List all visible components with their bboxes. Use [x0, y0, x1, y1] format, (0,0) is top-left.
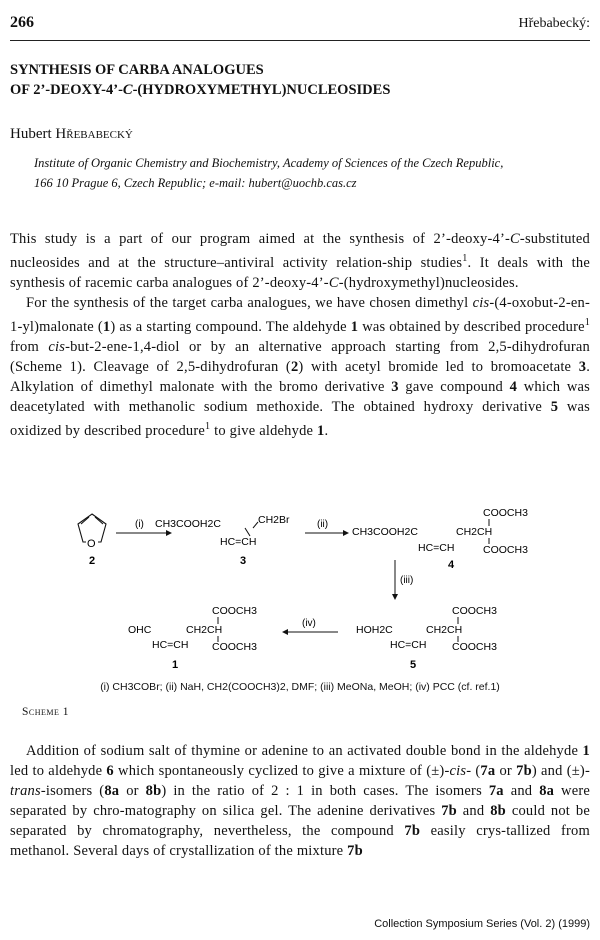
cpd4-ch2ch: CH2CH	[456, 526, 493, 538]
running-head: Hřebabecký:	[518, 16, 590, 31]
compound-5-label: 5	[410, 659, 417, 671]
cpd4-mid: HC=CH	[418, 542, 455, 554]
scheme-caption: Scheme 1	[22, 706, 70, 718]
page-number: 266	[10, 14, 34, 31]
affiliation: Institute of Organic Chemistry and Biochemistry, Academy of Sciences of the Czech Republic, 166 10 Prague 6, Czech Republic; e-mail: hubert@uochb.cas.cz	[34, 156, 504, 190]
cpd1-cooch3-bot: COOCH3	[212, 641, 257, 653]
page-footer: Collection Symposium Series (Vol. 2) (1999)	[374, 918, 590, 930]
cpd5-cooch3-bot: COOCH3	[452, 641, 497, 653]
compound-4-label: 4	[448, 559, 455, 571]
paragraph-3: Addition of sodium salt of thymine or adenine to an activated double bond in the aldehyde 1 led to aldehyde 6 which spontaneously cyclized to give a mixture of (±)-cis- (7a or 7b) and (±)-trans-isomers (8a or 8b) in the ratio of 2 : 1 in both cases. The isomers 7a and 8a were separated by chro-matography on silica gel. The adenine derivatives 7b and 8b could not be separated by chromatography, nevertheless, the compound 7b easily crys-tallized from methanol. Several days of crystallization of the mixture 7b	[10, 743, 591, 859]
compound-1-label: 1	[172, 659, 179, 671]
cpd5-mid: HC=CH	[390, 639, 427, 651]
cpd5-cooch3-top: COOCH3	[452, 605, 497, 617]
ring-oxygen: O	[87, 538, 96, 550]
cpd3-right: CH2Br	[258, 514, 290, 526]
cpd1-mid: HC=CH	[152, 639, 189, 651]
paragraph-1: This study is a part of our program aimed at the synthesis of 2’-deoxy-4’-C-substituted nucleosides and at the structure–antiviral activity relation-ship studies$^1$. It deals with the synthesis of racemic carba analogues of 2’-deoxy-4’-C-(hydroxymethyl)nucleosides.	[10, 231, 590, 291]
step-iii-label: (iii)	[400, 575, 414, 586]
reaction-scheme	[40, 502, 560, 678]
cpd4-left: CH3COOH2C	[352, 526, 418, 538]
cpd5-ch2ch: CH2CH	[426, 624, 463, 636]
cpd3-left: CH3COOH2C	[155, 518, 221, 530]
cpd1-cooch3-top: COOCH3	[212, 605, 257, 617]
page-header	[10, 12, 590, 41]
compound-3-label: 3	[240, 555, 247, 567]
cpd4-cooch3-top: COOCH3	[483, 507, 528, 519]
cpd3-mid: HC=CH	[220, 536, 257, 548]
paper-title: SYNTHESIS OF CARBA ANALOGUES OF 2’-DEOXY-4’-C-(HYDROXYMETHYL)NUCLEOSIDES	[10, 62, 391, 98]
title-line-1: SYNTHESIS OF CARBA ANALOGUES	[10, 62, 264, 78]
step-ii-label: (ii)	[317, 519, 329, 530]
cpd1-ch2ch: CH2CH	[186, 624, 223, 636]
intro-text	[10, 229, 590, 440]
cpd4-cooch3-bot: COOCH3	[483, 544, 528, 556]
continued-text	[10, 741, 590, 861]
cpd5-left: HOH2C	[356, 624, 393, 636]
compound-2-label: 2	[89, 555, 96, 567]
cpd1-ohc: OHC	[128, 624, 152, 636]
author-name: Hubert Hřebabecký	[10, 126, 133, 142]
step-iv-label: (iv)	[302, 618, 316, 629]
step-i-label: (i)	[135, 519, 144, 530]
paragraph-2: For the synthesis of the target carba analogues, we have chosen dimethyl cis-(4-oxobut-2-en-1-yl)malonate (1) as a starting compound. The aldehyde 1 was obtained by described procedure$^1$ from cis-but-2-ene-1,4-diol or by an alternative approach starting from 2,5-dihydrofuran (Scheme 1). Cleavage of 2,5-dihydrofuran (2) with acetyl bromide led to bromoacetate 3. Alkylation of dimethyl malonate with the bromo derivative 3 gave compound 4 which was deacetylated with methanolic sodium methoxide. The obtained hydroxy derivative 5 was oxidized by described procedure$^1$ to give aldehyde 1.	[10, 294, 591, 439]
scheme-legend: (i) CH3COBr; (ii) NaH, CH2(COOCH3)2, DMF; (iii) MeONa, MeOH; (iv) PCC (cf. ref.1)	[100, 681, 500, 693]
